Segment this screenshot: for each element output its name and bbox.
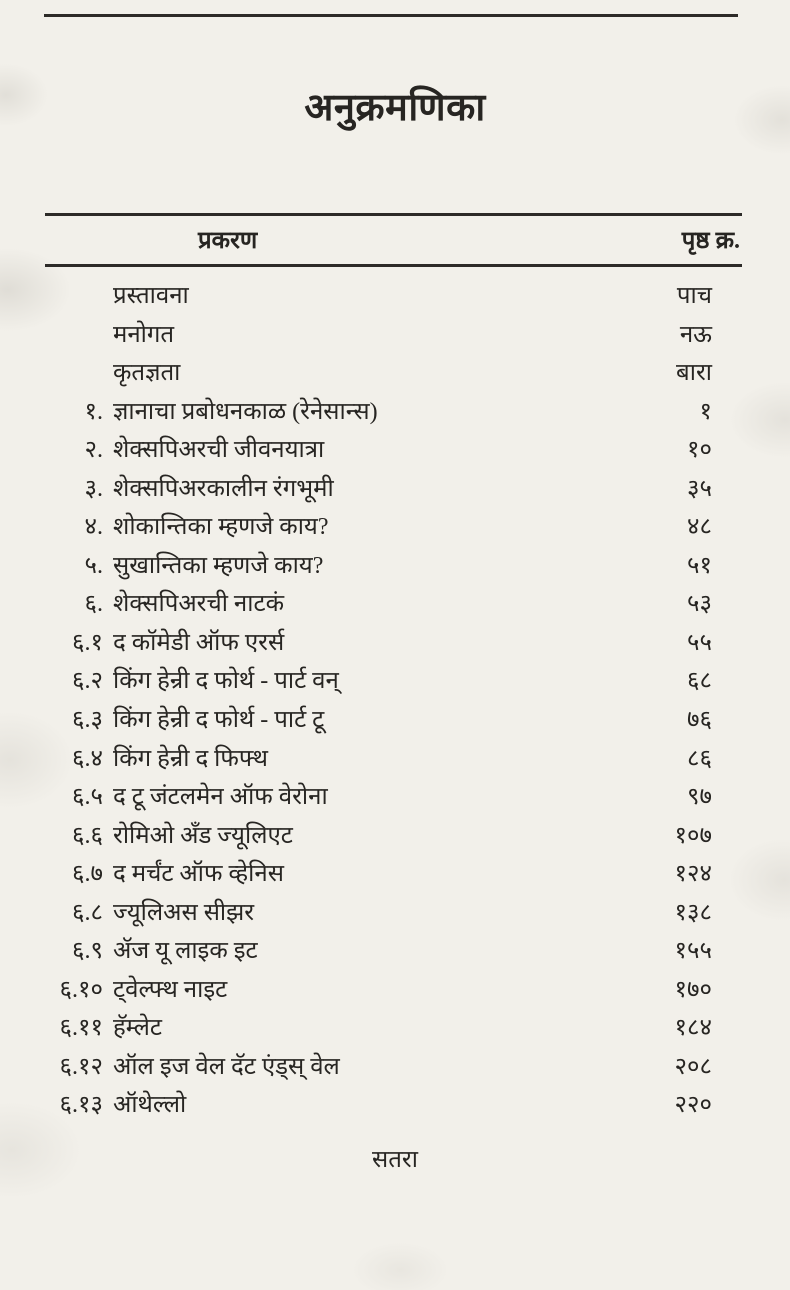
- toc-entry-number: ६.८: [72, 899, 103, 926]
- toc-row: [45, 818, 742, 857]
- toc-row: [45, 1010, 742, 1049]
- header-rule-bottom: [45, 264, 742, 267]
- toc-row: [45, 278, 742, 317]
- toc-entry-page: ४८: [687, 514, 712, 541]
- toc-row: [45, 394, 742, 433]
- toc-entry-page: १३८: [674, 899, 712, 926]
- toc-row: [45, 432, 742, 471]
- toc-entry-page: २२०: [674, 1092, 712, 1119]
- toc-row: [45, 509, 742, 548]
- toc-entry-page: १५५: [674, 938, 712, 965]
- toc-row: [45, 317, 742, 356]
- toc-entry-title: रोमिओ अँड ज्यूलिएट: [113, 822, 293, 849]
- toc-entry-title: किंग हेन्री द फोर्थ - पार्ट वन्: [113, 668, 339, 695]
- toc-entry-page: १०: [687, 437, 712, 464]
- toc-entry-number: १.: [84, 398, 103, 425]
- toc-entry-page: ५१: [687, 552, 712, 579]
- toc-row: [45, 625, 742, 664]
- toc-entry-page: ८६: [687, 745, 712, 772]
- toc-entry-page: बारा: [676, 360, 712, 387]
- toc-header-row: [45, 216, 742, 264]
- toc-row: [45, 548, 742, 587]
- toc-entry-number: ६.२: [72, 668, 103, 695]
- toc-row: [45, 471, 742, 510]
- toc-entry-number: ६.४: [72, 745, 103, 772]
- chapter-column-header: प्रकरण: [198, 228, 258, 254]
- toc-entry-title: ॲज यू लाइक इट: [113, 938, 258, 965]
- toc-row: [45, 933, 742, 972]
- toc-entry-title: हॅम्लेट: [113, 1015, 163, 1042]
- toc-entry-page: ६८: [687, 668, 712, 695]
- page-number-column-header: पृष्ठ क्र.: [681, 228, 740, 254]
- toc-entry-title: किंग हेन्री द फिफ्थ: [113, 745, 268, 772]
- toc-entry-page: ५५: [687, 629, 712, 656]
- toc-row: [45, 355, 742, 394]
- toc-row: [45, 972, 742, 1011]
- toc-entry-page: १७०: [674, 976, 712, 1003]
- toc-row: [45, 856, 742, 895]
- toc-entry-page: ७६: [687, 707, 712, 734]
- toc-entry-number: ६.: [84, 591, 103, 618]
- toc-entry-number: ६.६: [72, 822, 103, 849]
- toc-entry-page: २०८: [674, 1053, 712, 1080]
- toc-entry-page: १२४: [674, 861, 712, 888]
- toc-row: [45, 1049, 742, 1088]
- toc-entry-number: ६.५: [72, 784, 103, 811]
- toc-row: [45, 1087, 742, 1126]
- toc-entry-title: सुखान्तिका म्हणजे काय?: [113, 552, 324, 579]
- toc-row: [45, 586, 742, 625]
- toc-entry-title: द मर्चंट ऑफ व्हेनिस: [113, 861, 284, 888]
- toc-entry-number: ४.: [84, 514, 103, 541]
- toc-entry-title: शेक्सपिअरची नाटकं: [113, 591, 284, 618]
- toc-entry-title: ऑल इज वेल दॅट एंड्स् वेल: [113, 1053, 340, 1080]
- toc-entry-page: ५३: [687, 591, 712, 618]
- toc-entry-page: नऊ: [679, 321, 712, 348]
- toc-entry-number: ६.११: [59, 1015, 103, 1042]
- toc-entry-number: ६.७: [72, 861, 103, 888]
- toc-row: [45, 779, 742, 818]
- toc-entry-page: ९७: [687, 784, 712, 811]
- top-rule: [44, 14, 738, 17]
- toc-entry-title: कृतज्ञता: [113, 360, 181, 387]
- toc-entry-number: ६.९: [72, 938, 103, 965]
- toc-entry-title: ट्वेल्फ्थ नाइट: [113, 976, 228, 1003]
- toc-entry-number: २.: [84, 437, 103, 464]
- toc-entry-page: १८४: [674, 1015, 712, 1042]
- toc-header-band: [45, 213, 742, 267]
- toc-entry-number: ३.: [84, 475, 103, 502]
- toc-entry-page: ३५: [687, 475, 712, 502]
- toc-entry-number: ६.१३: [59, 1092, 103, 1119]
- toc-entry-page: पाच: [676, 283, 712, 309]
- toc-entry-page: १०७: [674, 822, 712, 849]
- toc-entry-title: शोकान्तिका म्हणजे काय?: [113, 514, 329, 541]
- toc-entry-title: ऑथेल्लो: [113, 1092, 187, 1119]
- toc-list: [45, 278, 742, 1126]
- toc-row: [45, 663, 742, 702]
- toc-entry-number: ६.१२: [59, 1053, 103, 1080]
- toc-entry-number: ६.१०: [59, 976, 103, 1003]
- toc-entry-page: १: [699, 398, 712, 425]
- toc-row: [45, 741, 742, 780]
- toc-entry-number: ६.३: [72, 707, 103, 734]
- toc-entry-title: किंग हेन्री द फोर्थ - पार्ट टू: [113, 707, 325, 734]
- toc-entry-title: मनोगत: [113, 321, 175, 348]
- toc-entry-title: ज्यूलिअस सीझर: [113, 899, 255, 926]
- toc-entry-title: प्रस्तावना: [113, 283, 189, 309]
- toc-row: [45, 702, 742, 741]
- toc-entry-title: शेक्सपिअरकालीन रंगभूमी: [113, 475, 334, 502]
- toc-entry-title: द कॉमेडी ऑफ एरर्स: [113, 629, 285, 656]
- toc-entry-number: ६.१: [72, 629, 103, 656]
- toc-entry-title: शेक्सपिअरची जीवनयात्रा: [113, 437, 325, 464]
- toc-row: [45, 895, 742, 934]
- toc-entry-title: ज्ञानाचा प्रबोधनकाळ (रेनेसान्स): [113, 398, 378, 425]
- toc-entry-title: द टू जंटलमेन ऑफ वेरोना: [113, 784, 328, 811]
- page-title: अनुक्रमणिका: [304, 87, 486, 129]
- toc-entry-number: ५.: [84, 552, 103, 579]
- page-footer-number: सतरा: [372, 1147, 418, 1173]
